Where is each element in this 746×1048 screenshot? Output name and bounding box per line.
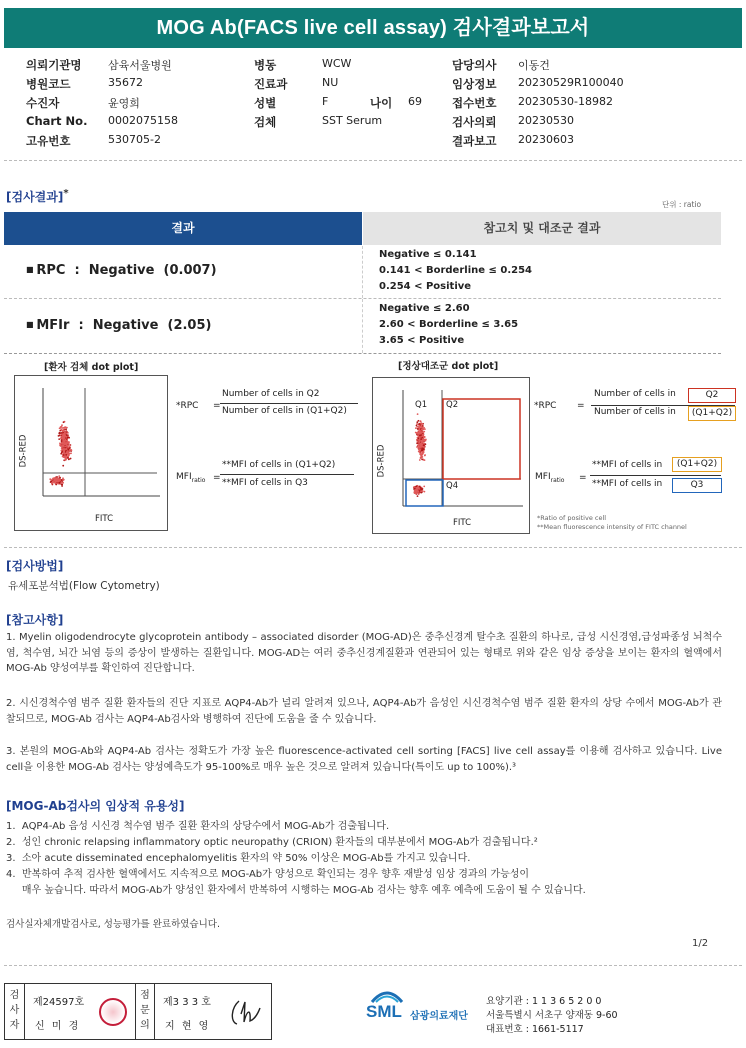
control-plot-title: [정상대조군 dot plot] xyxy=(398,361,499,372)
label-char: 의 xyxy=(140,1020,150,1031)
control-rpc-den-box: (Q1+Q2) xyxy=(688,406,736,421)
divider xyxy=(4,547,742,548)
cell-dot xyxy=(420,453,422,455)
cell-dot xyxy=(53,478,55,480)
cell-dot xyxy=(423,444,425,446)
reference-ranges xyxy=(379,247,532,295)
cell-dot xyxy=(63,438,65,440)
reference-paragraph-3: 3. 본원의 MOG-Ab와 AQP4-Ab 검사는 정확도가 가장 높은 fluorescence-activated cell sorting [FACS] live cell assay를 이용해 검사하고 있습니다. Live cell을 이용한 MOG-Ab 검사는 양성예측도가 95-100%로 매우 높은 것으로 알려져 있습니다(특이도 up to 100%).³ xyxy=(6,746,722,773)
company-phone: 대표번호 : 1661-5117 xyxy=(486,1024,584,1035)
inspector-number: 제24597호 xyxy=(33,997,85,1008)
info-label: 담당의사 xyxy=(452,58,497,72)
cell-dot xyxy=(423,428,425,430)
info-value: 20230529R100040 xyxy=(518,76,624,89)
cell-dot xyxy=(65,436,67,438)
control-xlabel: FITC xyxy=(453,518,472,528)
control-mfi-num-box: (Q1+Q2) xyxy=(672,457,722,472)
cell-dot xyxy=(415,493,417,495)
cell-dot xyxy=(420,487,422,489)
cell-dot xyxy=(66,442,68,444)
cell-dot xyxy=(64,440,66,442)
cell-dot xyxy=(68,459,70,461)
info-value: F xyxy=(322,95,329,108)
company-name: 삼광의료재단 xyxy=(410,1011,468,1022)
patient-rpc-num: Number of cells in Q2 xyxy=(222,389,320,399)
cell-dot xyxy=(67,457,69,459)
fraction-line xyxy=(590,475,721,476)
list-item: 4. 반복하여 추적 검사한 혈액에서도 지속적으로 MOG-Ab가 양성으로 확인되는 경우 향후 재발성 임상 경과의 가능성이 xyxy=(6,869,530,880)
patient-plot-title: [환자 검체 dot plot] xyxy=(44,362,139,373)
patient-mfi-label xyxy=(176,472,205,484)
patient-xlabel: FITC xyxy=(95,514,114,524)
bullet-icon: ■ xyxy=(26,265,37,274)
company-address: 서울특별시 서초구 양재동 9-60 xyxy=(486,1010,618,1021)
cell-dot xyxy=(57,483,59,485)
cell-dot xyxy=(417,433,419,435)
info-label: 성별 xyxy=(254,96,277,110)
cell-dot xyxy=(63,433,65,435)
cell-dot xyxy=(61,440,63,442)
equals-sign: = xyxy=(579,473,587,483)
info-label: 결과보고 xyxy=(452,134,497,148)
cell-dot xyxy=(416,425,418,427)
cell-dot xyxy=(416,485,418,487)
cell-dot xyxy=(420,457,422,459)
cell-dot xyxy=(419,423,421,425)
control-mfi-label xyxy=(535,472,564,484)
cell-dot xyxy=(69,445,71,447)
result-text: MFIr : Negative (2.05) xyxy=(36,318,212,333)
cell-dot xyxy=(420,438,422,440)
cell-dot xyxy=(50,481,52,483)
cell-dot xyxy=(58,475,60,477)
cell-dot xyxy=(70,458,72,460)
cell-dot xyxy=(71,449,73,451)
fraction-line xyxy=(220,474,354,475)
cell-dot xyxy=(56,477,58,479)
label-char: 점 xyxy=(140,990,150,1001)
label-char: 자 xyxy=(9,1020,20,1031)
cell-dot xyxy=(424,459,426,461)
cell-dot xyxy=(55,481,57,483)
mfi-text: MFI xyxy=(535,472,551,482)
cell-dot xyxy=(65,448,67,450)
reference-ranges xyxy=(379,301,518,349)
reference-title: [참고사항] xyxy=(6,613,64,627)
info-value: SST Serum xyxy=(322,114,383,127)
cell-dot xyxy=(63,421,65,423)
cell-dot xyxy=(421,427,423,429)
cell-dot xyxy=(421,429,423,431)
info-value: 20230530 xyxy=(518,114,574,127)
table-head-result: 결과 xyxy=(4,212,362,245)
table-row xyxy=(4,246,721,299)
patient-mfi-num: **MFI of cells in (Q1+Q2) xyxy=(222,460,336,470)
table-row xyxy=(4,299,721,354)
reference-line: 3.65 < Positive xyxy=(379,335,465,346)
cell-dot xyxy=(419,446,421,448)
cell-dot xyxy=(424,440,426,442)
mfi-sub: ratio xyxy=(191,476,206,484)
control-mfi-num: **MFI of cells in xyxy=(592,460,663,470)
cell-dot xyxy=(420,432,422,434)
dot-cloud xyxy=(49,421,72,487)
cell-dot xyxy=(62,427,64,429)
cell-dot xyxy=(419,426,421,428)
reference-line: Negative ≤ 2.60 xyxy=(379,303,470,314)
results-section-title xyxy=(6,188,69,205)
info-value: 35672 xyxy=(108,76,143,89)
result-mfir xyxy=(26,318,211,333)
reference-line: Negative ≤ 0.141 xyxy=(379,249,477,260)
cell-dot xyxy=(422,438,424,440)
cell-dot xyxy=(63,445,65,447)
cell-dot xyxy=(423,443,425,445)
cell-dot xyxy=(419,459,421,461)
mfi-sub: ratio xyxy=(550,476,565,484)
control-rpc-label: *RPC xyxy=(534,401,557,411)
cell-dot xyxy=(61,433,63,435)
cell-dot xyxy=(418,443,420,445)
cell-dot xyxy=(417,428,419,430)
cell-dot xyxy=(416,446,418,448)
unit-label: 단위 : ratio xyxy=(662,200,702,209)
info-label: 검체 xyxy=(254,115,277,129)
cell-dot xyxy=(416,421,418,423)
fraction-line xyxy=(220,403,358,404)
cell-dot xyxy=(61,481,63,483)
cell-dot xyxy=(61,479,63,481)
inspector-name: 신 미 경 xyxy=(35,1021,81,1032)
cell-dot xyxy=(64,449,66,451)
cell-dot xyxy=(66,445,68,447)
divider xyxy=(4,160,742,161)
control-rpc-den: Number of cells in xyxy=(594,407,676,417)
reference-line: 0.254 < Positive xyxy=(379,281,472,292)
signature-icon xyxy=(227,996,263,1028)
cell-dot xyxy=(70,452,72,454)
certification-note: 검사실자체개발검사로, 성능평가를 완료하였습니다. xyxy=(6,919,220,930)
equals-sign: = xyxy=(213,401,221,411)
cell-dot xyxy=(60,426,62,428)
patient-rpc-den: Number of cells in (Q1+Q2) xyxy=(222,406,347,416)
divider xyxy=(4,965,742,966)
patient-mfi-den: **MFI of cells in Q3 xyxy=(222,478,308,488)
cell-dot xyxy=(51,483,53,485)
control-plot-box xyxy=(372,377,530,534)
info-value: 삼육서울병원 xyxy=(108,59,172,72)
cell-dot xyxy=(416,439,418,441)
cell-dot xyxy=(423,436,425,438)
cell-dot xyxy=(61,424,63,426)
utility-title: [MOG-Ab검사의 임상적 유용성] xyxy=(6,799,185,813)
info-value: 69 xyxy=(408,95,422,108)
info-label: 수진자 xyxy=(26,96,60,110)
control-mfi-den-box: Q3 xyxy=(672,478,722,493)
cell-dot xyxy=(60,444,62,446)
utility-list xyxy=(6,819,726,899)
cell-dot xyxy=(418,493,420,495)
cell-dot xyxy=(423,486,425,488)
list-item: 매우 높습니다. 따라서 MOG-Ab가 양성인 환자에서 반복하여 시행하는 MOG-Ab 검사는 향후 예후 예측에 도움이 될 수 있습니다. xyxy=(6,885,586,896)
q2-label: Q2 xyxy=(446,400,459,410)
reference-line: 2.60 < Borderline ≤ 3.65 xyxy=(379,319,519,330)
confirmer-name: 지 현 영 xyxy=(165,1021,211,1032)
info-value: 20230603 xyxy=(518,133,574,146)
seal-icon xyxy=(99,998,127,1026)
info-label: 나이 xyxy=(370,96,393,110)
cell-dot xyxy=(423,431,425,433)
control-rpc-num: Number of cells in xyxy=(594,389,676,399)
cell-dot xyxy=(422,432,424,434)
label-char: 사 xyxy=(9,1005,20,1016)
info-value: 0002075158 xyxy=(108,114,178,127)
info-value: 530705-2 xyxy=(108,133,161,146)
cell-dot xyxy=(52,481,54,483)
list-item: 1. AQP4-Ab 음성 시신경 척수염 범주 질환 환자의 상당수에서 MOG-Ab가 검출됩니다. xyxy=(6,821,390,832)
sml-logo-text: SML xyxy=(366,1002,402,1021)
cell-dot xyxy=(420,490,422,492)
cell-dot xyxy=(61,450,63,452)
cell-dot xyxy=(64,457,66,459)
cell-dot xyxy=(59,430,61,432)
table-head-reference: 참고치 및 대조군 결과 xyxy=(363,212,721,245)
table-vdivider xyxy=(362,299,363,353)
cell-dot xyxy=(424,455,426,457)
result-text: RPC : Negative (0.007) xyxy=(36,263,217,278)
cell-dot xyxy=(417,413,419,415)
facility-code: 요양기관 : 1 1 3 6 5 2 0 0 xyxy=(486,996,602,1007)
table-vdivider xyxy=(362,246,363,298)
signature-box xyxy=(4,983,272,1040)
equals-sign: = xyxy=(213,473,221,483)
cell-dot xyxy=(418,420,420,422)
inspector-label xyxy=(5,984,25,1039)
cell-dot xyxy=(419,451,421,453)
cell-dot xyxy=(420,421,422,423)
patient-ylabel: DS-RED xyxy=(18,434,29,468)
confirmer-number: 제3 3 3 호 xyxy=(163,997,211,1008)
info-label: 접수번호 xyxy=(452,96,497,110)
cell-dot xyxy=(59,432,61,434)
cell-dot xyxy=(69,447,71,449)
footnote-rpc: *Ratio of positive cell xyxy=(537,514,607,522)
cell-dot xyxy=(61,447,63,449)
cell-dot xyxy=(417,490,419,492)
cell-dot xyxy=(63,443,65,445)
label-char: 문 xyxy=(140,1005,150,1016)
cell-dot xyxy=(66,427,68,429)
info-value: 20230530-18982 xyxy=(518,95,613,108)
cell-dot xyxy=(65,428,67,430)
cell-dot xyxy=(413,486,415,488)
cell-dot xyxy=(62,435,64,437)
cell-dot xyxy=(421,424,423,426)
cell-dot xyxy=(422,490,424,492)
q2-highlight-box xyxy=(443,399,520,479)
cell-dot xyxy=(66,451,68,453)
cell-dot xyxy=(62,456,64,458)
cell-dot xyxy=(415,427,417,429)
info-label: 병원코드 xyxy=(26,77,71,91)
info-label: 검사의뢰 xyxy=(452,115,497,129)
reference-paragraph-2: 2. 시신경척수염 범주 질환 환자들의 진단 지표로 AQP4-Ab가 널리 알려져 있으나, AQP4-Ab가 음성인 시신경척수염 범주 질환 환자의 상당 수에서 MOG-Ab가 관찰되므로, MOG-Ab 검사는 AQP4-Ab검사와 병행하여 진단에 도움을 줄 수 있습니다. xyxy=(6,698,722,725)
cell-dot xyxy=(60,453,62,455)
control-mfi-den: **MFI of cells in xyxy=(592,479,663,489)
cell-dot xyxy=(67,432,69,434)
cell-dot xyxy=(63,454,65,456)
cell-dot xyxy=(418,433,420,435)
info-value: WCW xyxy=(322,57,352,70)
result-rpc xyxy=(26,263,217,278)
q4-highlight-box xyxy=(406,480,443,506)
info-value: 윤영희 xyxy=(108,97,140,110)
cell-dot xyxy=(424,491,426,493)
report-title: MOG Ab(FACS live cell assay) 검사결과보고서 xyxy=(4,8,742,48)
cell-dot xyxy=(62,465,64,467)
dot-cloud xyxy=(413,413,427,497)
cell-dot xyxy=(66,434,68,436)
mfi-text: MFI xyxy=(176,472,192,482)
cell-dot xyxy=(62,452,64,454)
cell-dot xyxy=(63,430,65,432)
results-star: * xyxy=(63,188,69,199)
cell-dot xyxy=(420,444,422,446)
info-value: NU xyxy=(322,76,339,89)
cell-dot xyxy=(417,435,419,437)
results-title: [검사결과] xyxy=(6,190,64,204)
bullet-icon: ■ xyxy=(26,320,37,329)
cell-dot xyxy=(421,458,423,460)
page-number: 1/2 xyxy=(692,938,709,949)
q4-label: Q4 xyxy=(446,481,459,491)
info-label: 병동 xyxy=(254,58,277,72)
info-value: 이동건 xyxy=(518,59,550,72)
q1-label: Q1 xyxy=(415,400,428,410)
cell-dot xyxy=(64,459,66,461)
info-label: Chart No. xyxy=(26,114,88,128)
cell-dot xyxy=(421,449,423,451)
cell-dot xyxy=(417,495,419,497)
control-rpc-num-box: Q2 xyxy=(688,388,736,403)
reference-paragraph-1: 1. Myelin oligodendrocyte glycoprotein antibody – associated disorder (MOG-AD)은 중추신경계 탈수초 질환의 하나로, 급성 시신경염,급성파종성 뇌척수염, 척수염, 뇌간 뇌염 등의 증상이 발생하는 질환입니다. MOG-AD는 여러 중추신경계질환과 연관되어 있는 형태로 위와 같은 임상 증상을 보이는 환자의 혈액에서 MOG-Ab 양성여부를 확인하여 진단합니다. xyxy=(6,632,722,674)
cell-dot xyxy=(422,451,424,453)
cell-dot xyxy=(66,441,68,443)
footnote-mfi: **Mean fluorescence intensity of FITC channel xyxy=(537,523,687,531)
cell-dot xyxy=(59,477,61,479)
cell-dot xyxy=(416,487,418,489)
patient-rpc-label: *RPC xyxy=(176,401,199,411)
info-label: 임상정보 xyxy=(452,77,497,91)
reference-line: 0.141 < Borderline ≤ 0.254 xyxy=(379,265,532,276)
cell-dot xyxy=(61,485,63,487)
control-ylabel: DS-RED xyxy=(376,444,387,478)
cell-dot xyxy=(413,488,415,490)
list-item: 2. 성인 chronic relapsing inflammatory optic neuropathy (CRION) 환자들의 대부분에서 MOG-Ab가 검출됩니다.² xyxy=(6,837,538,848)
cell-dot xyxy=(59,482,61,484)
patient-dot-plot xyxy=(15,376,167,530)
info-label: 고유번호 xyxy=(26,134,71,148)
info-label: 의뢰기관명 xyxy=(26,58,82,72)
info-label: 진료과 xyxy=(254,77,288,91)
cell-dot xyxy=(58,438,60,440)
confirmer-label xyxy=(135,984,155,1039)
list-item: 3. 소아 acute disseminated encephalomyelitis 환자의 약 50% 이상은 MOG-Ab를 가지고 있습니다. xyxy=(6,853,471,864)
equals-sign: = xyxy=(577,401,585,411)
method-title: [검사방법] xyxy=(6,559,64,573)
method-text: 유세포분석법(Flow Cytometry) xyxy=(8,580,160,592)
patient-plot-box xyxy=(14,375,168,531)
label-char: 검 xyxy=(9,990,20,1001)
